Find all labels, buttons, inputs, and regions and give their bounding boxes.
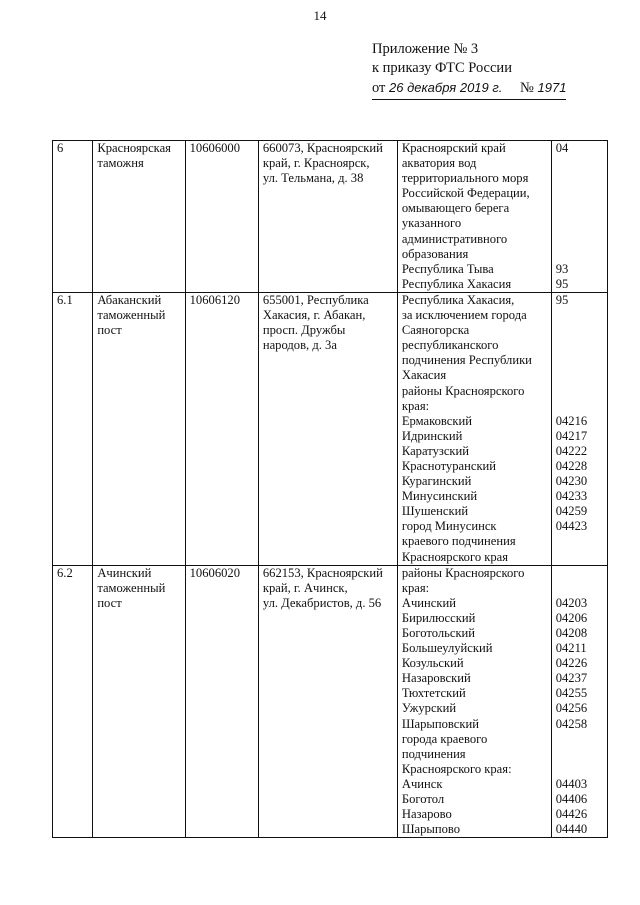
row-number-text: 6 [57,141,64,155]
row-number-text: 6.1 [57,292,73,307]
row-number [53,292,93,565]
okato-code: 04216 [555,413,588,428]
office-name [93,141,185,293]
territory-line: районы Красноярского [401,565,525,580]
okato-code [556,353,607,368]
okato-code [556,216,607,231]
office-code [185,292,258,565]
okato-code: 04426 [555,807,588,822]
appendix-title: Приложение № 3 [372,41,479,57]
office-address-line: ул. Декабристов, д. 56 [262,595,382,610]
territory-line: Краснотуранский [401,458,497,473]
okato-code: 04256 [555,701,588,716]
okato-code: 04259 [555,504,588,519]
okato-code: 04255 [555,686,588,701]
okato-codes [551,141,607,293]
office-name-line: таможенный [97,308,166,323]
office-code-text: 10606120 [189,292,240,307]
row-number [53,141,93,293]
appendix-date-line [372,78,566,100]
okato-code [556,566,607,581]
okato-code [556,534,607,549]
okato-code: 04233 [555,489,588,504]
office-code-text: 10606020 [189,565,240,580]
okato-code: 04222 [555,443,588,458]
territory-line: территориального моря [401,171,529,186]
okato-code [556,368,607,383]
appendix-number-sign: № [520,80,534,96]
territory-line: Ермаковский [401,413,472,428]
okato-code: 04230 [555,474,588,489]
office-name-line: пост [97,595,122,610]
office-code [185,565,258,838]
territory-line: Назарово [401,807,452,822]
office-address-line: Хакасия, г. Абакан, [262,308,366,323]
appendix-header [372,40,566,100]
appendix-number: 1971 [537,80,567,95]
page-number: 14 [313,8,327,23]
office-code [185,141,258,293]
office-name-line: Красноярская [97,141,171,155]
office-address-line: край, г. Ачинск, [262,580,348,595]
office-address-line: 655001, Республика [262,292,369,307]
territory-line: республиканского [401,338,499,353]
okato-code: 04403 [555,776,588,791]
territory-line: Большеулуйский [401,641,493,656]
okato-code: 04406 [555,792,588,807]
office-address [258,565,397,838]
territory-line: образования [401,246,469,261]
territory [397,565,551,838]
territory-line: Республика Хакасия [401,276,512,291]
okato-code [556,186,607,201]
office-address-line: ул. Тельмана, д. 38 [262,171,364,186]
okato-code: 04440 [555,822,588,837]
okato-code [556,581,607,596]
okato-code: 04208 [555,626,588,640]
okato-code: 04211 [555,641,587,656]
territory-line: Российской Федерации, [401,186,530,201]
office-name-line: Ачинский [97,565,152,580]
territory [397,141,551,293]
office-address-line: народов, д. 3а [262,338,337,353]
territory-line: за исключением города [401,308,527,323]
table-row [53,565,608,838]
territory-line: Каратузский [401,443,470,458]
territory-line: Бирилюсский [401,610,476,625]
territory-line: края: [401,398,430,413]
territory-line: Ачинский [401,595,456,610]
okato-codes [551,292,607,565]
okato-code: 04206 [555,610,588,625]
okato-code [556,232,607,247]
territory-line: указанного [401,216,462,231]
office-name-line: пост [97,323,122,338]
territory-line: акватория вод [401,156,477,171]
okato-code [556,338,607,353]
territory-line: Шарыпово [401,822,461,837]
row-number [53,565,93,838]
territory-line: административного [401,231,508,246]
okato-code: 95 [555,276,569,291]
territory [397,292,551,565]
territory-line: Красноярского края [401,549,509,564]
office-address-line: 662153, Красноярский [262,565,383,580]
okato-code [556,732,607,747]
customs-table [52,140,608,838]
okato-codes [551,565,607,838]
territory-line: подчинения [401,746,466,761]
okato-code: 04217 [555,428,588,443]
table-row [53,292,608,565]
territory-line: районы Красноярского [401,383,525,398]
office-address-line: край, г. Красноярск, [262,156,370,171]
territory-line: Назаровский [401,671,471,686]
table-row [53,141,608,293]
office-name [93,565,185,838]
territory-line: Ужурский [401,701,457,716]
okato-code: 04226 [555,656,588,671]
okato-code [556,156,607,171]
territory-line: Ачинск [401,776,443,791]
territory-line: Шарыповский [401,716,479,731]
territory-line: Курагинский [401,474,472,489]
territory-line: Саяногорска [401,323,470,338]
office-address [258,292,397,565]
okato-code [556,247,607,262]
territory-line: Козульский [401,656,464,671]
office-name-line: Абаканский [97,292,162,307]
office-address-line: просп. Дружбы [262,323,346,338]
okato-code [556,762,607,777]
territory-line: края: [401,580,430,595]
territory-line: Красноярский край [401,141,506,155]
okato-code: 04423 [555,519,588,534]
office-name-line: таможенный [97,580,166,595]
okato-code [556,747,607,762]
appendix-date: 26 декабря 2019 г. [389,80,503,95]
okato-code [556,201,607,216]
territory-line: Тюхтетский [401,686,466,701]
okato-code: 95 [555,292,569,307]
territory-line: Идринский [401,428,463,443]
territory-line: Боготольский [401,626,476,640]
okato-code: 04203 [555,595,588,610]
territory-line: Боготол [401,792,445,807]
territory-line: подчинения Республики [401,353,532,368]
territory-line: Республика Тыва [401,261,494,276]
office-address-line: 660073, Красноярский [262,141,383,155]
territory-line: Хакасия [401,368,447,383]
territory-line: Шушенский [401,504,469,519]
okato-code: 04228 [555,458,588,473]
office-address [258,141,397,293]
okato-code [556,323,607,338]
okato-code [556,550,607,565]
appendix-order: к приказу ФТС России [372,60,512,76]
okato-code: 04 [555,141,569,155]
okato-code: 04258 [555,716,588,731]
territory-line: Красноярского края: [401,761,512,776]
okato-code [556,399,607,414]
office-name [93,292,185,565]
territory-line: Минусинский [401,489,478,504]
okato-code: 04237 [555,671,588,686]
territory-line: Республика Хакасия, [401,292,515,307]
okato-code [556,384,607,399]
territory-line: город Минусинск [401,519,497,534]
okato-code: 93 [555,261,569,276]
territory-line: краевого подчинения [401,534,516,549]
okato-code [556,171,607,186]
row-number-text: 6.2 [57,565,73,580]
territory-line: города краевого [401,731,488,746]
okato-code [556,308,607,323]
territory-line: омывающего берега [401,201,510,216]
office-name-line: таможня [97,156,144,171]
appendix-from: от [372,80,386,96]
office-code-text: 10606000 [189,141,240,155]
